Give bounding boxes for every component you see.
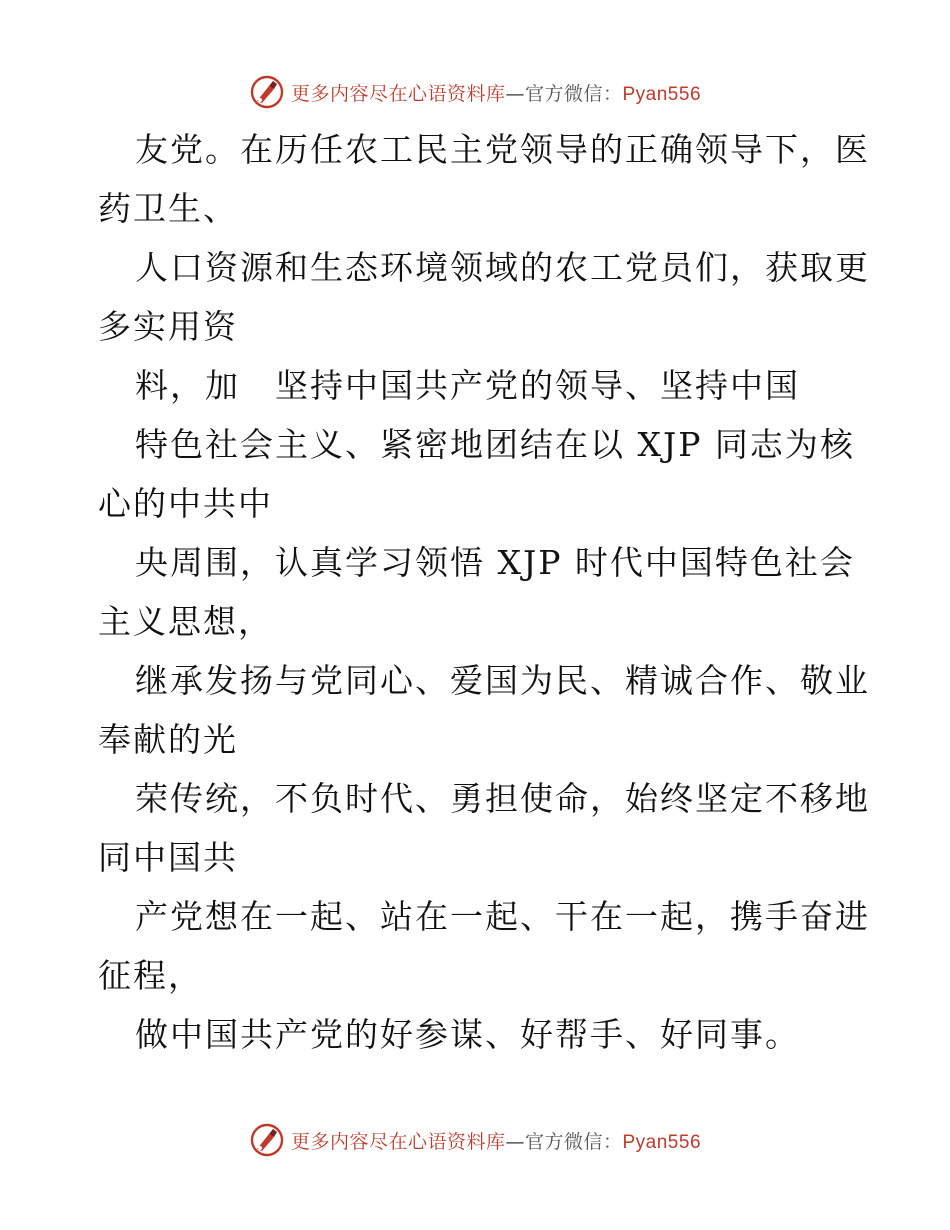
- text-line: 料，加 坚持中国共产党的领导、坚持中国: [135, 366, 800, 405]
- text-line: 央周围，认真学习领悟 XJP 时代中国特色社会: [135, 543, 855, 582]
- text-line: 友党。在历任农工民主党领导的正确领导下，医: [135, 130, 870, 169]
- text-line: 产党想在一起、站在一起、干在一起，携手奋进: [135, 897, 870, 936]
- banner-prefix: 更多内容尽在心语资料库: [290, 82, 506, 105]
- text-line: 奉献的光: [98, 720, 238, 759]
- banner-text: [291, 79, 701, 106]
- text-line: 继承发扬与党同心、爱国为民、精诚合作、敬业: [135, 661, 870, 700]
- pen-logo-icon: [249, 1122, 285, 1158]
- text-line: 药卫生、: [98, 189, 238, 228]
- pen-logo-icon: [249, 74, 285, 110]
- text-line: 做中国共产党的好参谋、好帮手、好同事。: [135, 1015, 800, 1054]
- text-line: 主义思想，: [98, 602, 273, 641]
- banner-dash: —: [505, 82, 525, 105]
- text-line: 心的中共中: [98, 484, 273, 523]
- banner-handle: Pyan556: [622, 83, 702, 105]
- banner-handle: Pyan556: [622, 1131, 702, 1153]
- text-line: 荣传统，不负时代、勇担使命，始终坚定不移地: [135, 779, 870, 818]
- text-line: 多实用资: [98, 307, 238, 346]
- text-line: 特色社会主义、紧密地团结在以 XJP 同志为核: [135, 425, 855, 464]
- text-line: 同中国共: [98, 838, 238, 877]
- banner-middle: 官方微信：: [524, 1130, 623, 1153]
- header-watermark-banner: [0, 72, 950, 112]
- banner-middle: 官方微信：: [524, 82, 623, 105]
- text-line: 征程，: [98, 956, 203, 995]
- document-body: [98, 120, 870, 1064]
- text-line: 人口资源和生态环境领域的农工党员们，获取更: [135, 248, 870, 287]
- banner-dash: —: [505, 1130, 525, 1153]
- footer-watermark-banner: [0, 1120, 950, 1160]
- banner-prefix: 更多内容尽在心语资料库: [290, 1130, 506, 1153]
- banner-text: [291, 1127, 701, 1154]
